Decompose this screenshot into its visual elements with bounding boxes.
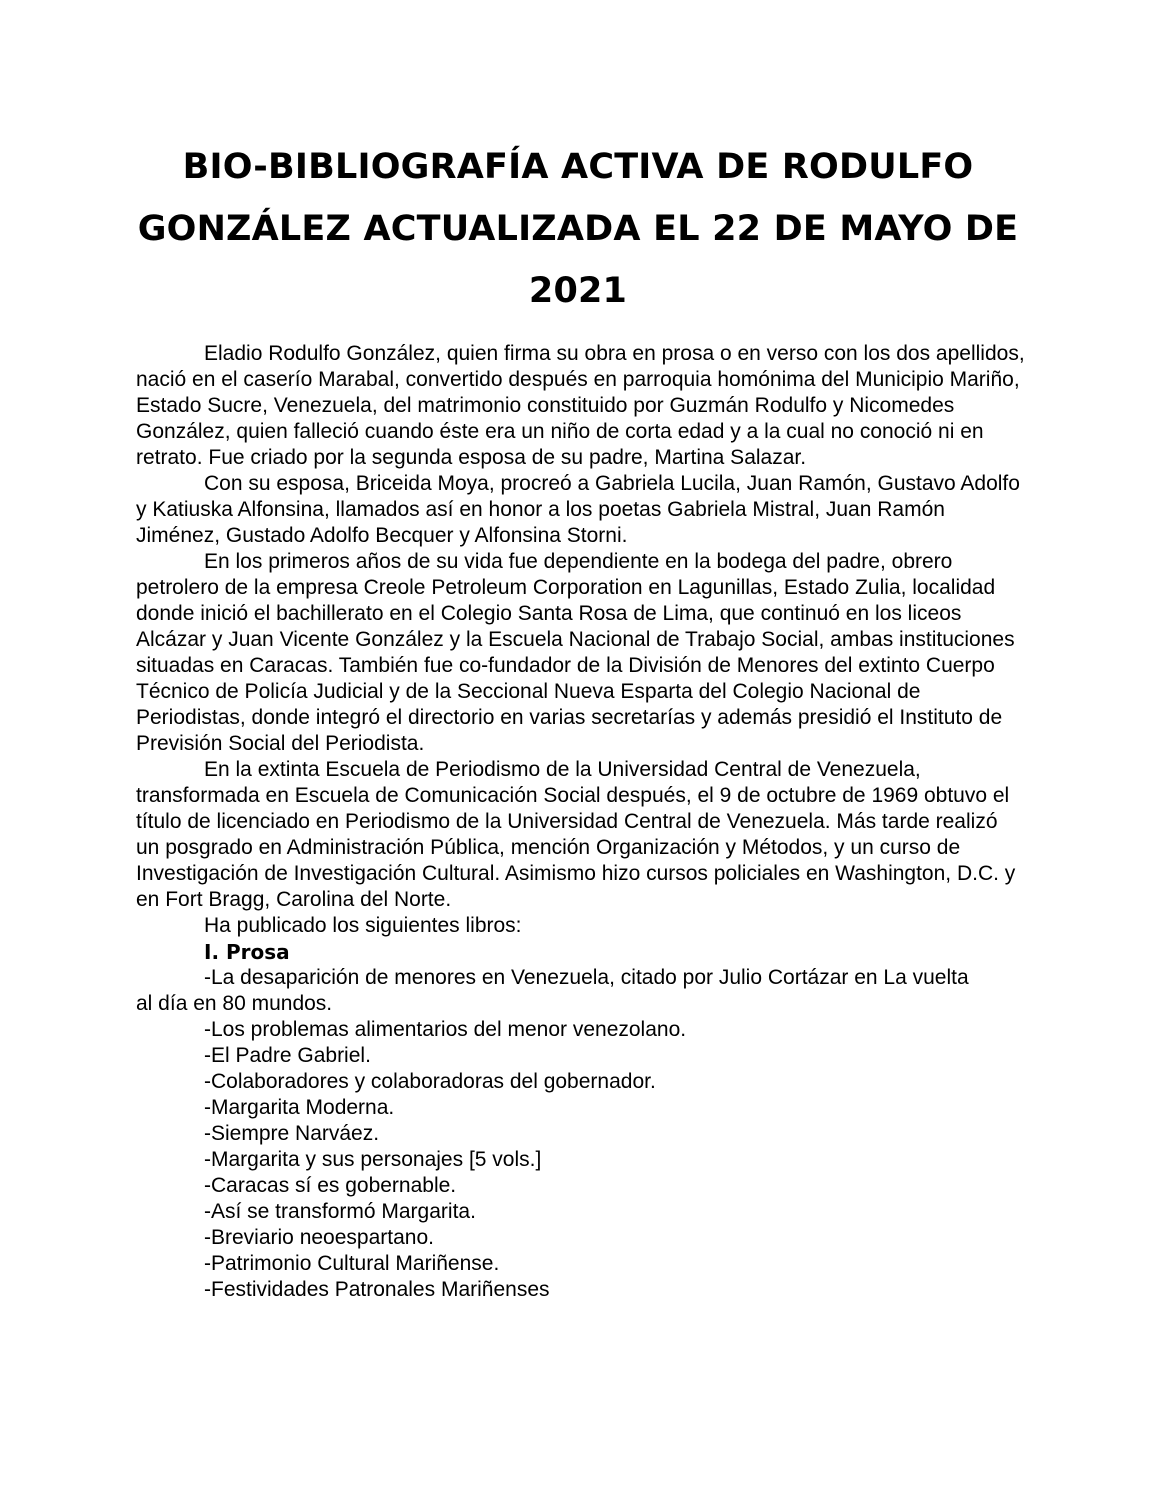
paragraph-career: En los primeros años de su vida fue dependiente en la bodega del padre, obrero petrolero de la empresa Creole Petroleum Corporation en Lagunillas, Estado Zulia, localidad donde inició el bachillerato en el Colegio Santa Rosa de Lima, que continuó en los liceos Alcázar y Juan Vicente González y la Escuela Nacional de Trabajo Social, ambas instituciones situadas en Caracas. También fue co-fundador de la División de Menores del extinto Cuerpo Técnico de Policía Judicial y de la Seccional Nueva Esparta del Colegio Nacional de Periodistas, donde integró el directorio en varias secretarías y además presidió el Instituto de Previsión Social del Periodista. <box>136 550 1015 755</box>
book-list <box>136 965 1026 1303</box>
list-item: -La desaparición de menores en Venezuela, citado por Julio Cortázar en La vuelta al día en 80 mundos. <box>136 966 969 1015</box>
list-item: -El Padre Gabriel. <box>204 1044 371 1067</box>
list-item: -Festividades Patronales Mariñenses <box>204 1278 550 1301</box>
document-body <box>136 341 1026 1303</box>
paragraph-family: Con su esposa, Briceida Moya, procreó a Gabriela Lucila, Juan Ramón, Gustavo Adolfo y Katiuska Alfonsina, llamados así en honor a los poetas Gabriela Mistral, Juan Ramón Jiménez, Gustado Adolfo Becquer y Alfonsina Storni. <box>136 472 1020 547</box>
list-item: -Así se transformó Margarita. <box>204 1200 476 1223</box>
list-item: -Margarita y sus personajes [5 vols.] <box>204 1148 542 1171</box>
section-heading-prosa: I. Prosa <box>204 940 290 964</box>
document-title: BIO-BIBLIOGRAFÍA ACTIVA DE RODULFO GONZÁLEZ ACTUALIZADA EL 22 DE MAYO DE 2021 <box>137 147 1019 311</box>
paragraph-education: En la extinta Escuela de Periodismo de la Universidad Central de Venezuela, transformada en Escuela de Comunicación Social después, el 9 de octubre de 1969 obtuvo el título de licenciado en Periodismo de la Universidad Central de Venezuela. Más tarde realizó un posgrado en Administración Pública, mención Organización y Métodos, y un curso de Investigación de Investigación Cultural. Asimismo hizo cursos policiales en Washington, D.C. y en Fort Bragg, Carolina del Norte. <box>136 758 1016 911</box>
list-item: -Colaboradores y colaboradoras del gobernador. <box>204 1070 656 1093</box>
paragraph-biography: Eladio Rodulfo González, quien firma su obra en prosa o en verso con los dos apellidos, nació en el caserío Marabal, convertido después en parroquia homónima del Municipio Mariño, Estado Sucre, Venezuela, del matrimonio constituido por Guzmán Rodulfo y Nicomedes González, quien falleció cuando éste era un niño de corta edad y a la cual no conoció ni en retrato. Fue criado por la segunda esposa de su padre, Martina Salazar. <box>136 342 1025 469</box>
paragraph-books-intro: Ha publicado los siguientes libros: <box>204 914 522 937</box>
list-item: -Los problemas alimentarios del menor venezolano. <box>204 1018 687 1041</box>
list-item: -Siempre Narváez. <box>204 1122 380 1145</box>
list-item: -Patrimonio Cultural Mariñense. <box>204 1252 500 1275</box>
list-item: -Caracas sí es gobernable. <box>204 1174 457 1197</box>
list-item: -Margarita Moderna. <box>204 1096 395 1119</box>
list-item: -Breviario neoespartano. <box>204 1226 434 1249</box>
